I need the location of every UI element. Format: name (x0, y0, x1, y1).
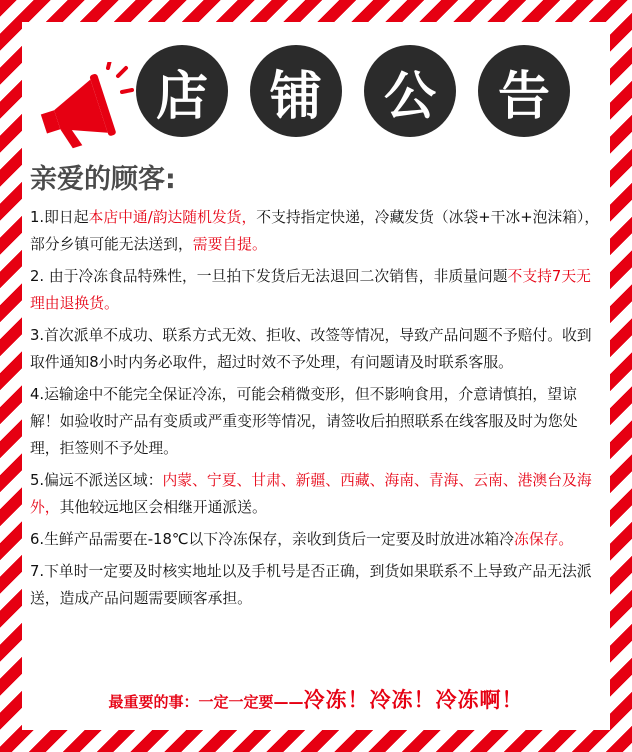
notice-item-5 (30, 467, 604, 521)
notice-text-highlight: 需要自提。 (192, 236, 267, 253)
notice-text-highlight: 冻保存。 (514, 531, 574, 548)
notice-text-highlight: 不支持7天无理由退换货。 (30, 268, 591, 312)
title-char-1: 店 (136, 45, 228, 137)
notice-item-4 (30, 381, 604, 462)
greeting: 亲爱的顾客: (30, 164, 176, 195)
title-char-2: 铺 (250, 45, 342, 137)
notice-text: 不支持指定快递，冷藏发货（冰袋+干冰+泡沫箱），部分乡镇可能无法送到， (30, 209, 600, 253)
title-char-3: 公 (364, 45, 456, 137)
notice-text-highlight: 本店中通/韵达随机发货， (88, 209, 257, 226)
title-row (118, 36, 588, 146)
notice-text: 2. 由于冷冻食品特殊性，一旦拍下发货后无法退回二次销售，非质量问题 (30, 268, 508, 285)
notice-item-3 (30, 322, 604, 376)
notice-item-6 (30, 526, 604, 553)
notice-text: 1.即日起 (30, 209, 89, 226)
notice-item-1 (30, 204, 604, 258)
title-char-4: 告 (478, 45, 570, 137)
notice-text: 其他较远地区会相继开通派送。 (59, 499, 267, 516)
footer-main: 冷冻！冷冻！冷冻啊！ (303, 688, 524, 712)
notice-text: 7.下单时一定要及时核实地址以及手机号是否正确，到货如果联系不上导致产品无法派送，造成产品问题需要顾客承担。 (30, 563, 592, 607)
notice-text: 5.偏远不派送区域： (30, 472, 163, 489)
notice-panel (22, 22, 610, 730)
footer-emphasis (22, 684, 610, 714)
notice-item-7 (30, 558, 604, 612)
footer-lead: 最重要的事：一定一定要—— (108, 693, 304, 711)
notice-item-2 (30, 263, 604, 317)
notice-text: 3.首次派单不成功、联系方式无效、拒收、改签等情况，导致产品问题不予赔付。收到取件通知8小时内务必取件，超过时效不予处理，有问题请及时联系客服。 (30, 327, 592, 371)
notice-list (30, 204, 604, 617)
notice-text: 4.运输途中不能完全保证冷冻，可能会稍微变形，但不影响食用，介意请慎拍，望谅解！如验收时产品有变质或严重变形等情况，请签收后拍照联系在线客服及时为您处理，拒签则不予处理。 (30, 386, 578, 457)
notice-text-highlight: 内蒙、宁夏、甘肃、新疆、西藏、海南、青海、云南、港澳台及海外， (30, 472, 592, 516)
notice-text: 6.生鲜产品需要在-18℃以下冷冻保存，亲收到货后一定要及时放进冰箱冷 (30, 531, 515, 548)
